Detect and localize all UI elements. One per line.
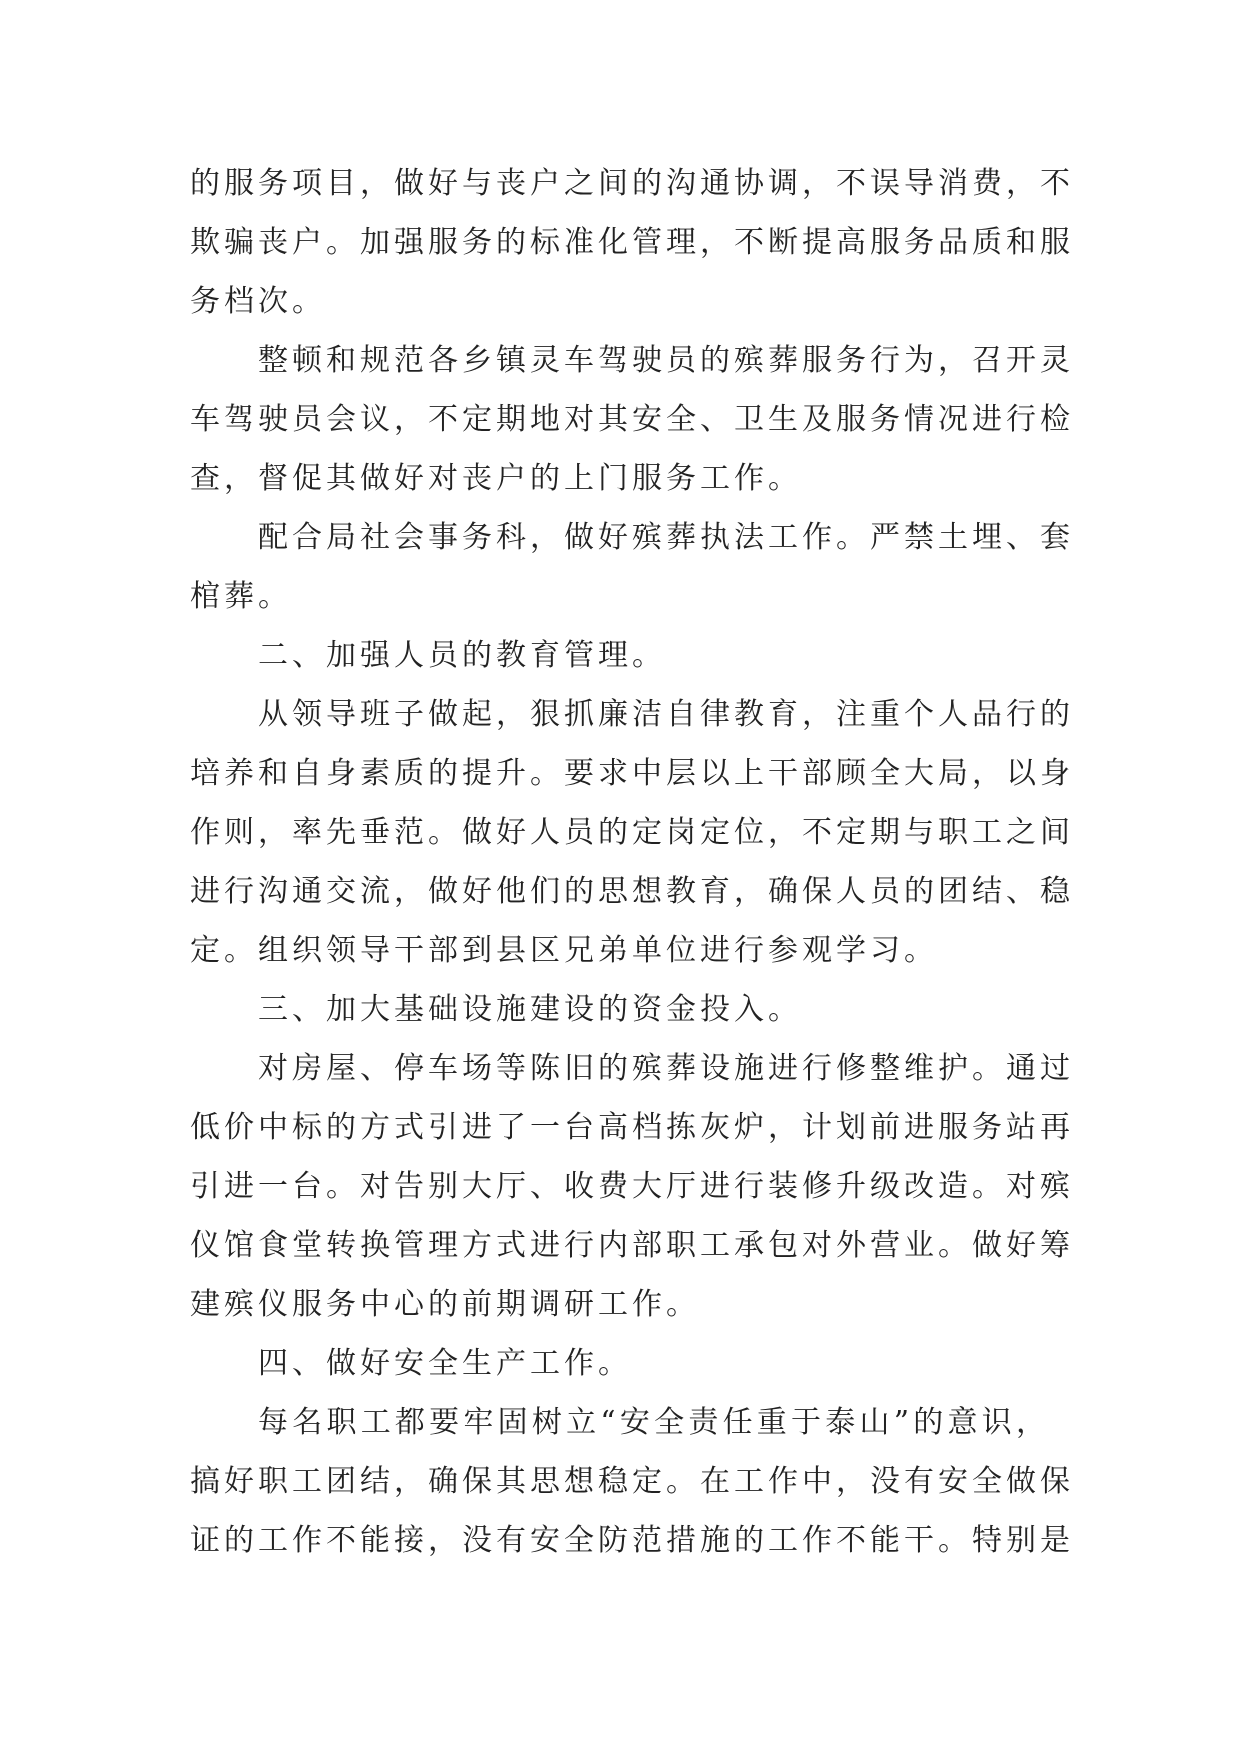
text-line: 定。组织领导干部到县区兄弟单位进行参观学习。	[190, 933, 938, 968]
section-heading: 三、加大基础设施建设的资金投入。	[258, 992, 802, 1027]
text-line: 仪馆食堂转换管理方式进行内部职工承包对外营业。做好筹	[190, 1228, 1074, 1263]
text-line: 车驾驶员会议，不定期地对其安全、卫生及服务情况进行检	[190, 402, 1074, 437]
section-heading: 四、做好安全生产工作。	[258, 1346, 632, 1381]
paragraph-first-line: 配合局社会事务科，做好殡葬执法工作。严禁土埋、套	[258, 520, 1074, 555]
text-line: 欺骗丧户。加强服务的标准化管理，不断提高服务品质和服	[190, 225, 1074, 260]
document-body	[190, 154, 1074, 1570]
text-line: 的服务项目，做好与丧户之间的沟通协调，不误导消费，不	[190, 166, 1074, 201]
text-line: 引进一台。对告别大厅、收费大厅进行装修升级改造。对殡	[190, 1169, 1074, 1204]
text-line: 查，督促其做好对丧户的上门服务工作。	[190, 461, 802, 496]
paragraph-first-line: 从领导班子做起，狠抓廉洁自律教育，注重个人品行的	[258, 697, 1074, 732]
text-line: 低价中标的方式引进了一台高档拣灰炉，计划前进服务站再	[190, 1110, 1074, 1145]
paragraph-first-line: 整顿和规范各乡镇灵车驾驶员的殡葬服务行为，召开灵	[258, 343, 1074, 378]
text-line: 作则，率先垂范。做好人员的定岗定位，不定期与职工之间	[190, 815, 1074, 850]
text-line: 培养和自身素质的提升。要求中层以上干部顾全大局，以身	[190, 756, 1074, 791]
text-line: 进行沟通交流，做好他们的思想教育，确保人员的团结、稳	[190, 874, 1074, 909]
section-heading: 二、加强人员的教育管理。	[258, 638, 666, 673]
text-line: 搞好职工团结，确保其思想稳定。在工作中，没有安全做保	[190, 1464, 1074, 1499]
text-line: 建殡仪服务中心的前期调研工作。	[190, 1287, 700, 1322]
paragraph-first-line: 每名职工都要牢固树立“安全责任重于泰山”的意识，	[258, 1405, 1050, 1440]
text-line: 棺葬。	[190, 579, 292, 614]
paragraph-first-line: 对房屋、停车场等陈旧的殡葬设施进行修整维护。通过	[258, 1051, 1074, 1086]
text-line: 务档次。	[190, 284, 326, 319]
text-line: 证的工作不能接，没有安全防范措施的工作不能干。特别是	[190, 1523, 1074, 1558]
